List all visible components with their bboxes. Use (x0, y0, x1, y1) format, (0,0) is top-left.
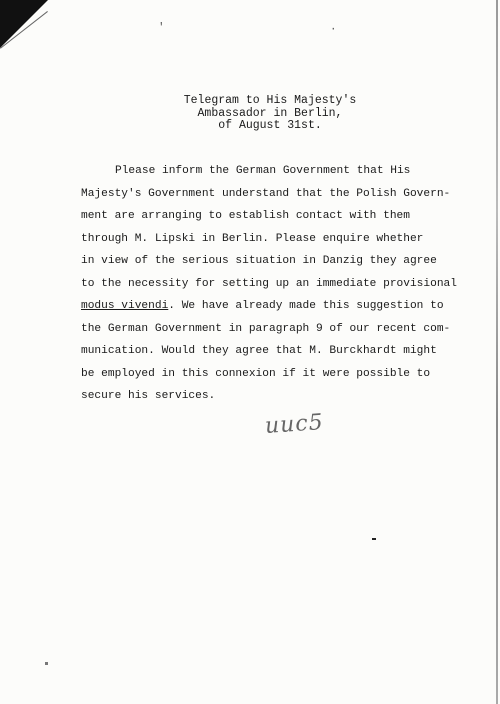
underlined-phrase: modus vivendi (81, 300, 169, 312)
body-line: in view of the serious situation in Danzig they agree (81, 255, 437, 267)
heading-line: Ambassador in Berlin, (197, 106, 343, 120)
heading-line: of August 31st. (218, 119, 322, 132)
body-line: munication. Would they agree that M. Burckhardt might (81, 345, 437, 357)
body-line: to the necessity for setting up an immediate provisional (81, 277, 457, 290)
ink-speck (372, 538, 376, 540)
body-line: be employed in this connexion if it were possible to (81, 367, 431, 380)
body-line: secure his services. (81, 390, 216, 402)
body-line-rest: . We have already made this suggestion to (168, 300, 444, 312)
body-line: the German Government in paragraph 9 of our recent com- (81, 322, 451, 335)
handwritten-annotation: uuc5 (264, 409, 325, 440)
body-line: ment are arranging to establish contact with them (81, 210, 410, 222)
body-line (81, 295, 444, 318)
body-line: through M. Lipski in Berlin. Please enquire whether (81, 232, 424, 245)
ink-speck (45, 662, 48, 665)
page-edge (496, 0, 498, 704)
body-line: Majesty's Government understand that the Polish Govern- (81, 187, 451, 200)
telegram-body (81, 160, 457, 408)
heading-line: Telegram to His Majesty's (183, 94, 357, 107)
body-line: Please inform the German Government that His (115, 165, 411, 177)
document-heading (170, 95, 370, 133)
stray-mark: · (330, 24, 337, 36)
stray-mark: ʹ (158, 22, 165, 34)
